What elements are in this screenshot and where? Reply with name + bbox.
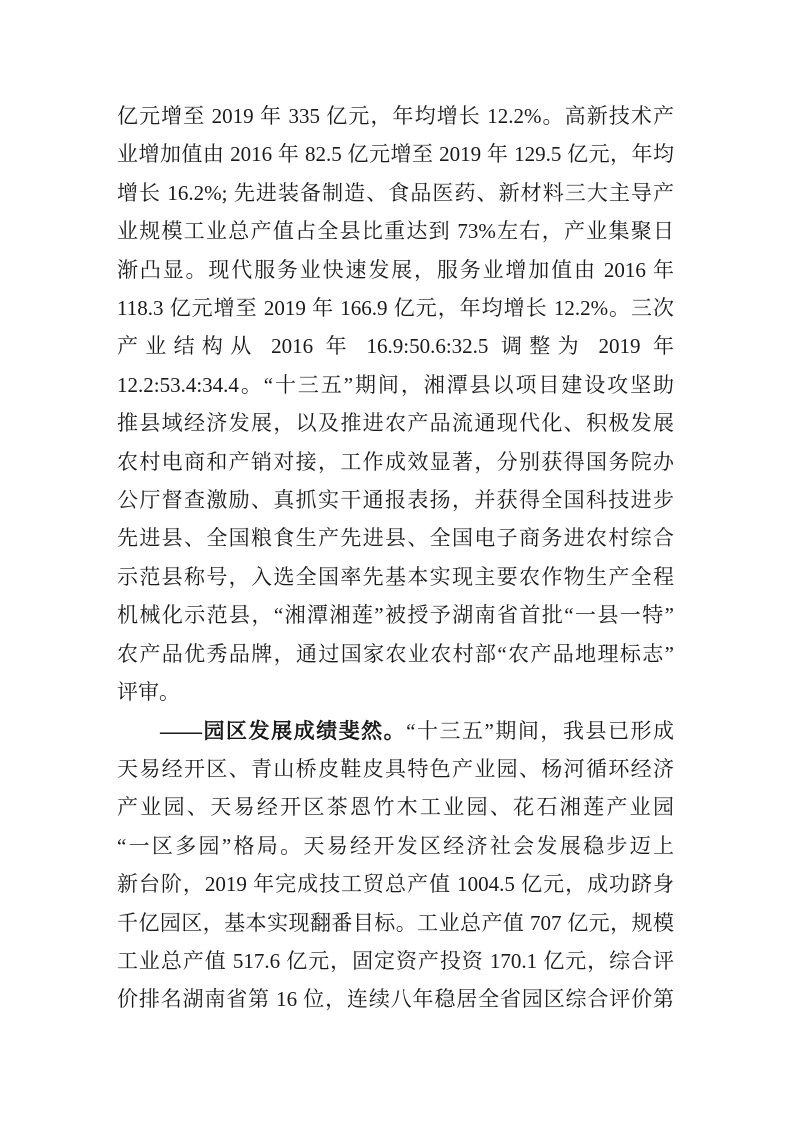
paragraph2-line: 千亿园区，基本实现翻番目标。工业总产值 707 亿元，规模 [117,910,674,935]
paragraph1-line: 业增加值由 2016 年 82.5 亿元增至 2019 年 129.5 亿元，年均 [117,142,674,167]
paragraph1-line: 产业结构从 2016 年 16.9:50.6:32.5 调整为 2019 年 [117,334,674,359]
text-block [117,97,674,1019]
paragraph1-line: 增长 16.2%; 先进装备制造、食品医药、新材料三大主导产 [117,180,674,205]
paragraph1-line: 业规模工业总产值占全县比重达到 73%左右，产业集聚日 [117,219,674,244]
paragraph1-line: 机械化示范县，“湘潭湘莲”被授予湖南省首批“一县一特” [117,603,674,628]
paragraph1-line: 12.2:53.4:34.4。“十三五”期间，湘潭县以项目建设攻坚助 [117,372,674,397]
paragraph1-line: 农村电商和产销对接，工作成效显著，分别获得国务院办 [117,449,674,474]
paragraph2-line: 新台阶，2019 年完成技工贸总产值 1004.5 亿元，成功跻身 [117,872,674,897]
paragraph1-last-line: 评审。 [117,680,180,705]
paragraph1-line: 先进县、全国粮食生产先进县、全国电子商务进农村综合 [117,526,674,551]
paragraph1-line: 农产品优秀品牌，通过国家农业农村部“农产品地理标志” [117,641,674,666]
paragraph2-line: 价排名湖南省第 16 位，连续八年稳居全省园区综合评价第 [117,987,674,1012]
paragraph2-line: 产业园、天易经开区茶恩竹木工业园、花石湘莲产业园 [117,795,674,820]
paragraph2-lead-rest: “十三五”期间，我县已形成 [406,718,674,743]
paragraph2-bold-lead: ——园区发展成绩斐然。 [160,718,407,743]
paragraph1-line: 推县域经济发展，以及推进农产品流通现代化、积极发展 [117,411,674,436]
paragraph1-line: 渐凸显。现代服务业快速发展，服务业增加值由 2016 年 [117,257,674,282]
paragraph1-line: 示范县称号，入选全国率先基本实现主要农作物生产全程 [117,564,674,589]
paragraph2-first-line [117,712,674,750]
paragraph2-line: 天易经开区、青山桥皮鞋皮具特色产业园、杨河循环经济 [117,756,674,781]
paragraph1-line: 118.3 亿元增至 2019 年 166.9 亿元，年均增长 12.2%。三次 [117,296,674,321]
paragraph2-line: 工业总产值 517.6 亿元，固定资产投资 170.1 亿元，综合评 [117,948,674,973]
paragraph1-line: 公厅督查激励、真抓实干通报表扬，并获得全国科技进步 [117,488,674,513]
paragraph2-line: “一区多园”格局。天易经开发区经济社会发展稳步迈上 [117,833,674,858]
paragraph1-line: 亿元增至 2019 年 335 亿元，年均增长 12.2%。高新技术产 [117,104,674,128]
